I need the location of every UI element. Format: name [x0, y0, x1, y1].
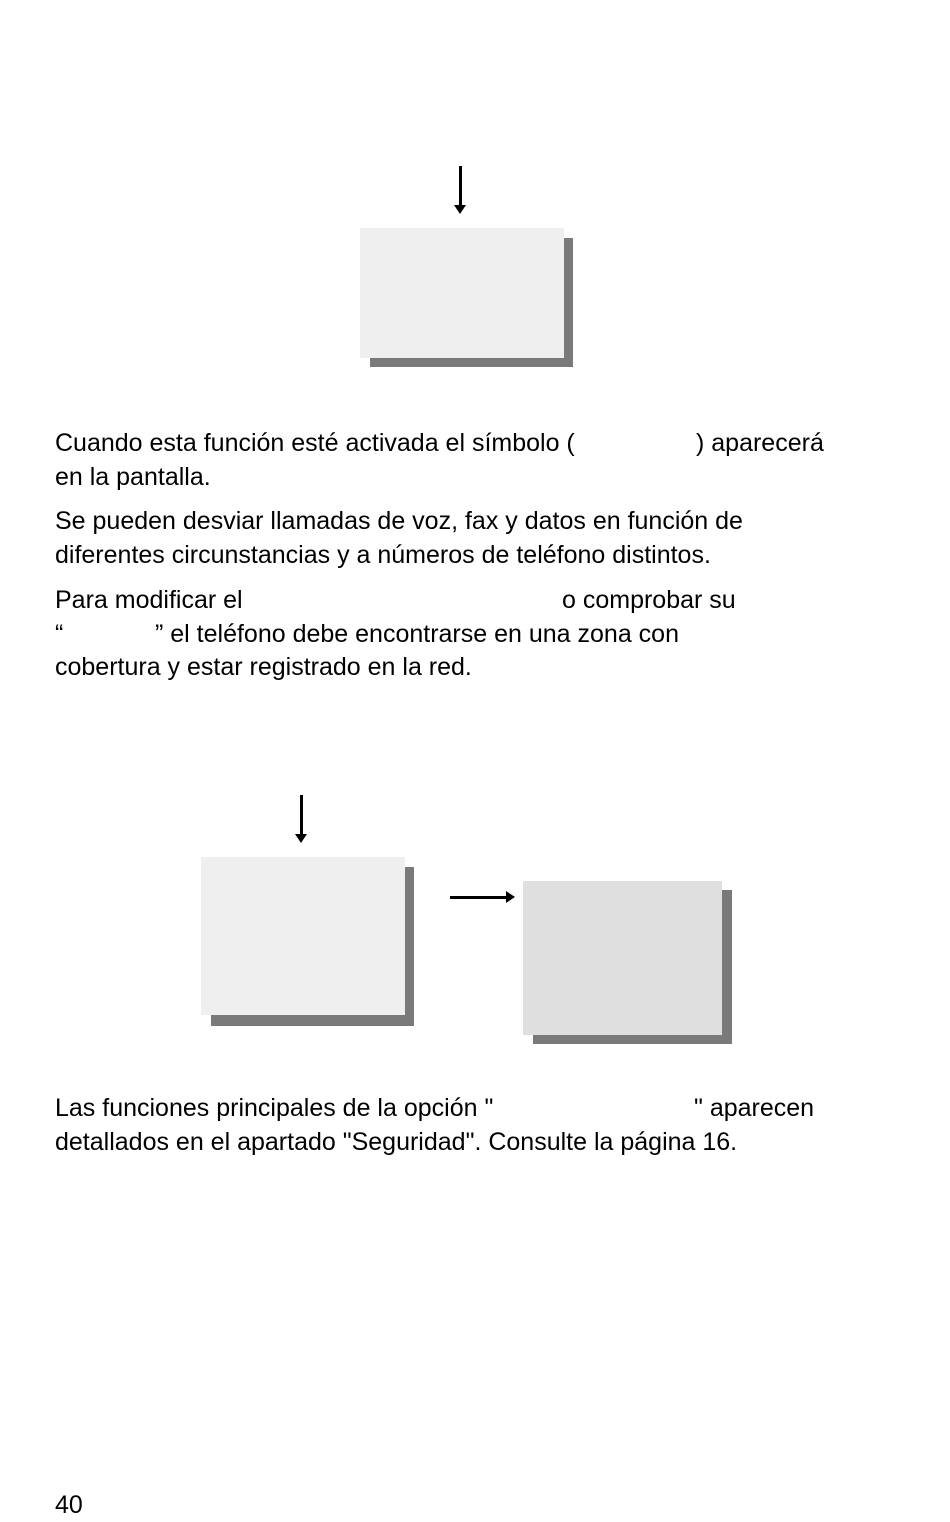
paragraph-3-line-2a: “: [55, 620, 64, 648]
paragraph-4-line-2: detallados en el apartado "Seguridad". Consulte la página 16.: [55, 1128, 738, 1156]
paragraph-3-line-1a: Para modificar el: [55, 586, 243, 614]
paragraph-4-line-1b: " aparecen: [694, 1094, 815, 1122]
paragraph-3-line-3: cobertura y estar registrado en la red.: [55, 653, 472, 681]
down-arrow-1: [459, 166, 462, 206]
phone-screen-1: [360, 228, 573, 367]
paragraph-1-line-1b: ) aparecerá: [696, 429, 824, 457]
phone-screen-2: [201, 857, 414, 1026]
paragraph-2-line-2: diferentes circunstancias y a números de teléfono distintos.: [55, 541, 711, 569]
down-arrow-2: [300, 795, 303, 835]
paragraph-1-line-2: en la pantalla.: [55, 463, 211, 491]
screen-face: [201, 857, 405, 1015]
screen-face: [523, 881, 722, 1035]
page-number: 40: [55, 1491, 83, 1519]
screen-face: [360, 228, 564, 358]
paragraph-4-line-1a: Las funciones principales de la opción ": [55, 1094, 494, 1122]
paragraph-1-line-1a: Cuando esta función esté activada el símbolo (: [55, 429, 575, 457]
paragraph-3-line-2b: ” el teléfono debe encontrarse en una zona con: [155, 620, 679, 648]
phone-screen-3: [523, 881, 732, 1044]
paragraph-2-line-1: Se pueden desviar llamadas de voz, fax y datos en función de: [55, 507, 743, 535]
right-arrow: [450, 896, 507, 899]
paragraph-3-line-1b: o comprobar su: [562, 586, 736, 614]
